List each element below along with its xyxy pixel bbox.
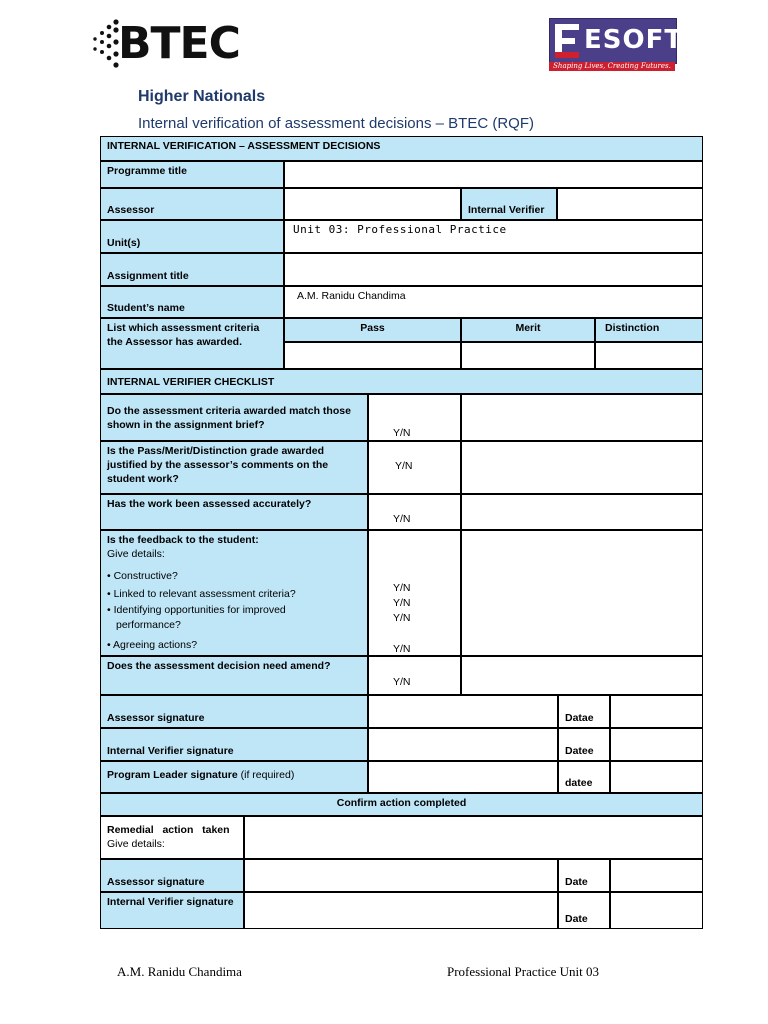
date-field-2[interactable]: [610, 728, 703, 761]
assignment-title-label: [100, 253, 284, 286]
yn-assessed-accurately[interactable]: Y/N: [368, 494, 461, 530]
feedback-item-performance: performance?: [116, 619, 181, 631]
assessor-signature-label-text: Assessor signature: [107, 712, 205, 724]
section-heading-assessment-decisions: INTERNAL VERIFICATION – ASSESSMENT DECISIONS: [100, 136, 703, 161]
footer-student-name: A.M. Ranidu Chandima: [117, 964, 242, 979]
yn-feedback-group: [368, 530, 461, 656]
footer-unit-title: Professional Practice Unit 03: [447, 964, 599, 979]
date-label-3-text: datee: [565, 777, 593, 789]
assessor-label: [100, 188, 284, 220]
esoft-tagline: Shaping Lives, Creating Futures.: [549, 62, 675, 71]
distinction-header: Distinction: [595, 318, 703, 342]
internal-verifier-label-text: Internal Verifier: [468, 204, 545, 216]
section-heading-checklist: INTERNAL VERIFIER CHECKLIST: [100, 369, 703, 394]
btec-dots-icon: [90, 18, 120, 70]
distinction-field[interactable]: [595, 342, 703, 369]
btec-logo: [90, 18, 250, 70]
question-criteria-match: Do the assessment criteria awarded match those shown in the assignment brief?: [100, 394, 368, 441]
question-feedback-title: Is the feedback to the student:: [107, 534, 259, 546]
date-label-5-text: Date: [565, 913, 588, 925]
date-field-1[interactable]: [610, 695, 703, 728]
units-label: [100, 220, 284, 253]
criteria-awarded-label: List which assessment criteria the Assessor has awarded.: [100, 318, 284, 369]
assessor-signature-field[interactable]: [368, 695, 558, 728]
esoft-logo-box: [549, 18, 684, 64]
esoft-logo: [549, 18, 684, 71]
programme-title-field[interactable]: [284, 161, 703, 188]
date-field-3[interactable]: [610, 761, 703, 793]
remedial-label: [100, 816, 244, 859]
date-label-3: [558, 761, 610, 793]
verification-form: [100, 136, 703, 929]
date-field-5[interactable]: [610, 892, 703, 929]
date-label-5: [558, 892, 610, 929]
yn-linked[interactable]: Y/N: [393, 597, 411, 609]
students-name-label-text: Student’s name: [107, 302, 185, 314]
page-title: Higher Nationals: [138, 88, 266, 105]
btec-logo-text: BTEC: [118, 18, 240, 69]
yn-decision-amend[interactable]: Y/N: [368, 656, 461, 695]
internal-verifier-field[interactable]: [557, 188, 703, 220]
esoft-logo-text: ESOFT: [584, 25, 684, 55]
units-label-text: Unit(s): [107, 237, 141, 249]
assessor-field[interactable]: [284, 188, 461, 220]
question-feedback: [100, 530, 368, 656]
pl-signature-label-text: Program Leader signature: [107, 769, 238, 781]
assessor-label-text: Assessor: [107, 204, 155, 216]
date-field-4[interactable]: [610, 859, 703, 892]
yn-constructive[interactable]: Y/N: [393, 582, 411, 594]
comment-criteria-match[interactable]: [461, 394, 703, 441]
date-label-4: [558, 859, 610, 892]
students-name-field[interactable]: A.M. Ranidu Chandima: [284, 286, 703, 318]
units-field[interactable]: Unit 03: Professional Practice: [284, 220, 703, 253]
date-label-4-text: Date: [565, 876, 588, 888]
iv-signature-2-field[interactable]: [244, 892, 558, 929]
assessor-signature-2-field[interactable]: [244, 859, 558, 892]
yn-grade-justified[interactable]: Y/N: [368, 441, 461, 494]
iv-signature-label-text: Internal Verifier signature: [107, 745, 234, 757]
merit-header: Merit: [461, 318, 595, 342]
feedback-item-agreeing: • Agreeing actions?: [107, 639, 198, 651]
merit-field[interactable]: [461, 342, 595, 369]
pl-signature-label: [100, 761, 368, 793]
feedback-item-opportunities: • Identifying opportunities for improved: [107, 604, 286, 616]
internal-verifier-label: [461, 188, 557, 220]
yn-agreeing[interactable]: Y/N: [393, 643, 411, 655]
pl-signature-field[interactable]: [368, 761, 558, 793]
comment-assessed-accurately[interactable]: [461, 494, 703, 530]
assessor-signature-label: [100, 695, 368, 728]
comment-feedback[interactable]: [461, 530, 703, 656]
yn-opportunities[interactable]: Y/N: [393, 612, 411, 624]
remedial-label-text: Remedial action taken: [107, 824, 230, 836]
assessor-signature-2-label-text: Assessor signature: [107, 876, 205, 888]
question-assessed-accurately: Has the work been assessed accurately?: [100, 494, 368, 530]
yn-criteria-match[interactable]: Y/N: [368, 394, 461, 441]
assignment-title-label-text: Assignment title: [107, 270, 189, 282]
programme-title-label: Programme title: [100, 161, 284, 188]
question-decision-amend: Does the assessment decision need amend?: [100, 656, 368, 695]
iv-signature-2-label: Internal Verifier signature: [100, 892, 244, 929]
question-grade-justified: Is the Pass/Merit/Distinction grade awarded justified by the assessor’s comments on the student work?: [100, 441, 368, 494]
comment-grade-justified[interactable]: [461, 441, 703, 494]
students-name-label: [100, 286, 284, 318]
date-label-1-text: Datae: [565, 712, 594, 724]
iv-signature-label: [100, 728, 368, 761]
feedback-item-linked: • Linked to relevant assessment criteria?: [107, 588, 296, 600]
section-heading-confirm-action: Confirm action completed: [100, 793, 703, 816]
page-subtitle: Internal verification of assessment decisions – BTEC (RQF): [138, 115, 534, 132]
date-label-2-text: Datee: [565, 745, 594, 757]
iv-signature-field[interactable]: [368, 728, 558, 761]
remedial-field[interactable]: [244, 816, 703, 859]
feedback-item-constructive: • Constructive?: [107, 570, 178, 582]
question-feedback-give-details: Give details:: [107, 548, 165, 560]
pass-field[interactable]: [284, 342, 461, 369]
remedial-give-details: Give details:: [107, 838, 165, 850]
date-label-1: [558, 695, 610, 728]
pl-if-required: (if required): [240, 769, 295, 781]
date-label-2: [558, 728, 610, 761]
comment-decision-amend[interactable]: [461, 656, 703, 695]
assignment-title-field[interactable]: [284, 253, 703, 286]
pass-header: Pass: [284, 318, 461, 342]
assessor-signature-2-label: [100, 859, 244, 892]
